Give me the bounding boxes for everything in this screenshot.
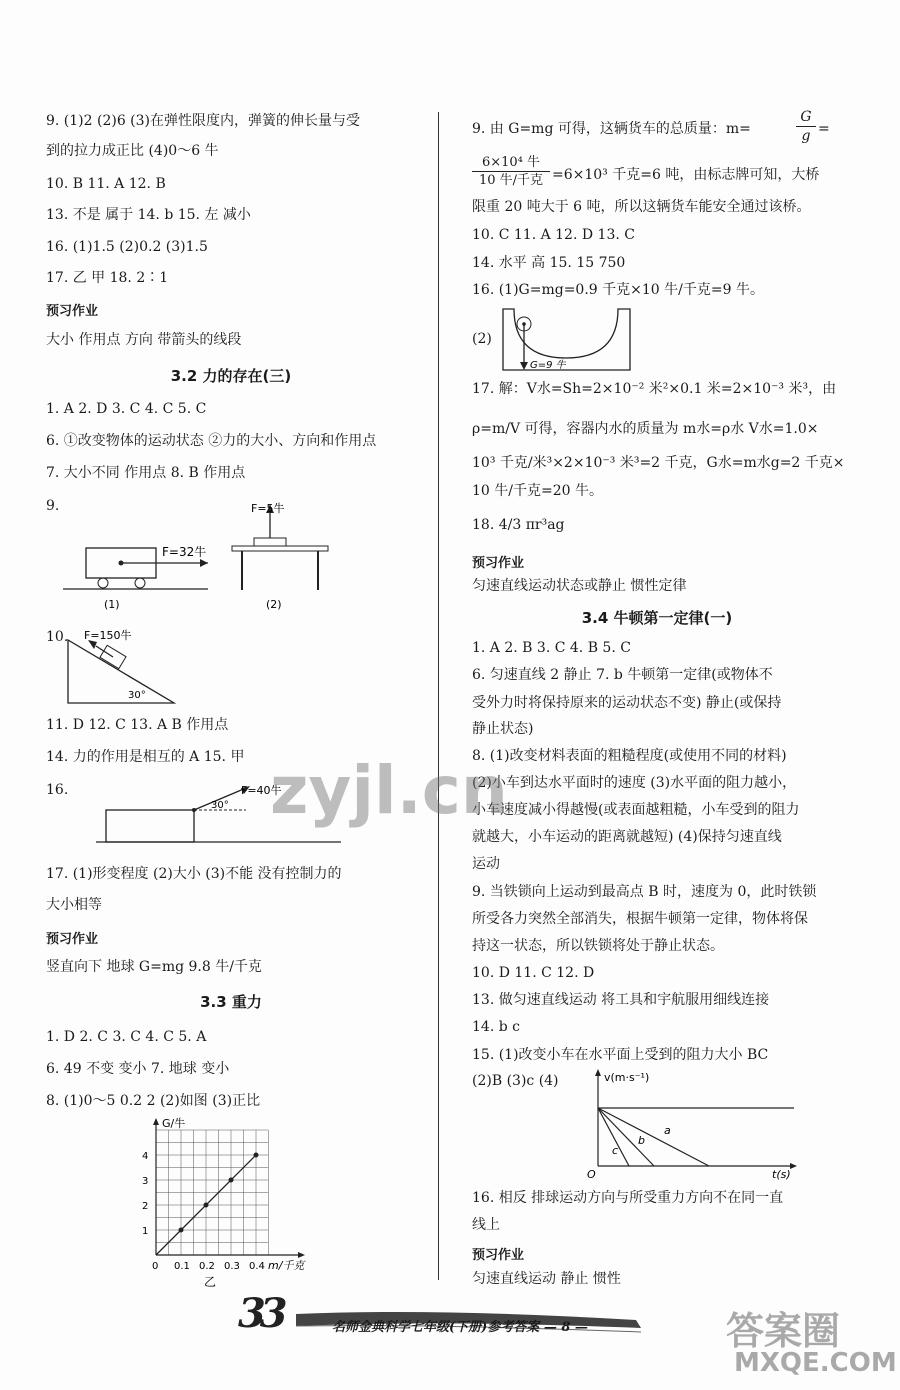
angle-label: 30° [128,690,146,701]
answer-line: 运动 [472,856,500,872]
tick-label: 4 [142,1151,149,1162]
line-label-a: a [664,1124,671,1137]
answer-line: 持这一状态，所以铁锁将处于静止状态。 [472,938,724,954]
axis-label: G/牛 [162,1117,186,1130]
answer-line: 8. (1)0～5 0.2 2 (2)如图 (3)正比 [46,1093,261,1109]
answer-line: 13. 做匀速直线运动 将工具和宇航服用细线连接 [472,992,770,1008]
answer-line: 14. 水平 高 15. 15 750 [472,255,626,271]
axis-label: m/千克 [268,1259,305,1272]
answer-line: 大小相等 [46,897,102,913]
answer-line: 10. B 11. A 12. B [46,176,166,192]
table-force-diagram [224,500,334,615]
answer-line: 16. (1)G=mg=0.9 千克×10 牛/千克=9 牛。 [472,282,764,298]
tick-label: 0.1 [174,1261,190,1272]
answer-line: 16. [46,782,69,798]
tick-label: 0.4 [249,1261,265,1272]
answer-line: 9. 当铁锁向上运动到最高点 B 时，速度为 0，此时铁锁 [472,884,817,900]
fraction [472,154,550,189]
fraction-numerator: G [796,108,816,127]
answer-line: 匀速直线运动 静止 惯性 [472,1271,621,1287]
answer-line: 9. [46,498,60,514]
tick-label: 0 [152,1261,159,1272]
answer-line: 7. 大小不同 作用点 8. B 作用点 [46,465,246,481]
gravity-mass-graph [138,1115,328,1290]
figure-caption: (1) [104,598,120,611]
tick-label: 3 [142,1176,149,1187]
answer-line: 就越大，小车运动的距离就越短) (4)保持匀速直线 [472,829,782,845]
answer-line: 13. 不是 属于 14. b 15. 左 减小 [46,207,251,223]
answer-line: 6. ①改变物体的运动状态 ②力的大小、方向和作用点 [46,433,377,449]
footer-logo: 3 3 [238,1290,278,1337]
answer-line: 17. 乙 甲 18. 2∶1 [46,270,169,286]
answer-line: ρ=m/V 可得，容器内水的质量为 m水=ρ水 V水=1.0× [472,421,819,437]
answer-line: 受外力时将保持原来的运动状态不变) 静止(或保持 [472,695,782,711]
answer-line: 所受各力突然全部消失，根据牛顿第一定律，物体将保 [472,911,808,927]
equals-sign: = [818,121,830,137]
page-footer [236,1290,656,1338]
force-label: F=5牛 [251,502,285,515]
answer-line: 10 牛/千克=20 牛。 [472,483,603,499]
answer-line: 6. 49 不变 变小 7. 地球 变小 [46,1061,230,1077]
footer-text: 名师金典科学七年级(下册)参考答案 — 8 — [332,1320,588,1335]
answer-line: 14. b c [472,1019,520,1035]
fraction [796,108,816,145]
answer-line: 6. 匀速直线 2 静止 7. b 牛顿第一定律(或物体不 [472,667,773,683]
velocity-time-graph [584,1066,804,1181]
incline-force-diagram [66,628,236,706]
answer-line: 9. (1)2 (2)6 (3)在弹性限度内，弹簧的伸长量与受 [46,113,361,129]
tick-label: 0.3 [224,1261,240,1272]
answer-line: 小车速度减小得越慢(或表面越粗糙，小车受到的阻力 [472,802,800,818]
answer-line: 1. A 2. D 3. C 4. C 5. C [46,401,207,417]
answer-line: 限重 20 吨大于 6 吨，所以这辆货车能安全通过该桥。 [472,199,811,215]
fraction-denominator: g [801,128,811,144]
section-heading: 3.4 牛顿第一定律(一) [581,609,733,627]
answer-line: 9. 由 G=mg 可得，这辆货车的总质量：m= [472,121,751,137]
force-label: F=150牛 [84,629,132,642]
answer-line: 8. (1)改变材料表面的粗糙程度(或使用不同的材料) [472,748,787,764]
answer-line: 10. D 11. C 12. D [472,965,595,981]
answer-line: =6×10³ 千克=6 吨，由标志牌可知，大桥 [552,167,820,183]
force-label: F=40牛 [241,784,282,797]
preview-heading: 预习作业 [472,556,525,571]
watermark: zyjl.cn [270,752,508,829]
answer-line: 15. (1)改变小车在水平面上受到的阻力大小 BC [472,1047,769,1063]
force-label: F=32牛 [162,545,207,559]
preview-heading: 预习作业 [46,304,99,319]
fraction-numerator: 6×10⁴ 牛 [472,154,550,172]
answer-line: (2)B (3)c (4) [472,1073,559,1089]
figure-caption: 乙 [204,1275,217,1289]
answer-line: 10. C 11. A 12. D 13. C [472,227,635,243]
cart-force-diagram [58,500,218,615]
angle-label: 30° [211,800,229,811]
answer-line: 11. D 12. C 13. A B 作用点 [46,717,229,733]
answer-line: (2)小车到达水平面时的速度 (3)水平面的阻力越小， [472,775,797,791]
answer-line: 1. D 2. C 3. C 4. C 5. A [46,1029,207,1045]
answer-line: 17. (1)形变程度 (2)大小 (3)不能 没有控制力的 [46,866,342,882]
answer-line: 1. A 2. B 3. C 4. B 5. C [472,640,631,656]
answer-line: 竖直向下 地球 G=mg 9.8 牛/千克 [46,959,262,975]
answer-line: 大小 作用点 方向 带箭头的线段 [46,332,242,348]
force-label: G=9 牛 [530,360,566,371]
answer-line: 16. 相反 排球运动方向与所受重力方向不在同一直 [472,1190,784,1206]
watermark: 答案圈 [726,1309,841,1353]
answer-line: 到的拉力成正比 (4)0～6 牛 [46,143,219,159]
preview-heading: 预习作业 [46,932,99,947]
axis-label: v(m·s⁻¹) [604,1071,650,1084]
line-label-c: c [612,1144,619,1157]
answer-line: 14. 力的作用是相互的 A 15. 甲 [46,749,245,765]
answer-line: 10³ 千克/米³×2×10⁻³ 米³=2 千克，G水=m水g=2 千克× [472,455,845,471]
line-label-b: b [638,1134,645,1147]
watermark: MXQE.COM [734,1348,897,1378]
tick-label: 1 [142,1226,149,1237]
bowl-gravity-diagram [500,306,635,374]
section-heading: 3.3 重力 [200,993,262,1011]
fraction-denominator: 10 牛/千克 [478,173,544,188]
tick-label: 2 [142,1201,149,1212]
answer-line: 18. 4/3 πr³ag [472,517,565,533]
column-divider [438,112,439,1280]
axis-label: t(s) [772,1168,791,1181]
answer-line: 匀速直线运动状态或静止 惯性定律 [472,578,687,594]
preview-heading: 预习作业 [472,1248,525,1263]
answer-line: (2) [472,331,492,347]
answer-line: 16. (1)1.5 (2)0.2 (3)1.5 [46,239,208,255]
tick-label: 0.2 [199,1261,215,1272]
origin-label: O [587,1168,596,1181]
figure-caption: (2) [266,598,282,611]
answer-line: 10. [46,629,69,645]
answer-line: 线上 [472,1217,500,1233]
answer-line: 17. 解：V水=Sh=2×10⁻² 米²×0.1 米=2×10⁻³ 米³，由 [472,381,837,397]
section-heading: 3.2 力的存在(三) [170,367,292,385]
answer-line: 静止状态) [472,721,534,737]
